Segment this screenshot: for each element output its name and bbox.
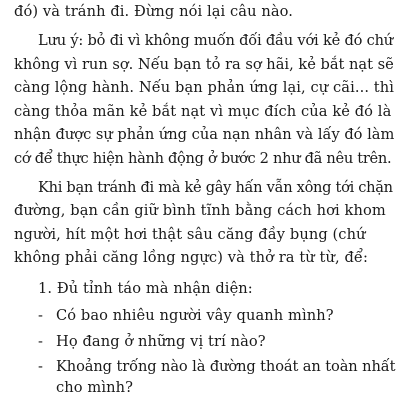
bullet-marker: - <box>38 333 44 350</box>
paragraph-line-2: đường, bạn cần giữ bình tĩnh bằng cách hơi khom <box>14 202 386 219</box>
note-line-5: nhận được sự phản ứng của nạn nhân và lấy đó làm <box>14 126 395 143</box>
bullet-text-2: Họ đang ở những vị trí nào? <box>56 333 266 350</box>
note-line-3: càng lộng hành. Nếu bạn phản ứng lại, cự cãi... thì <box>14 79 395 96</box>
top-fragment-text: đó) và tránh đi. Đừng nói lại câu nào. <box>14 3 294 20</box>
bullet-item-1 <box>38 306 334 326</box>
note-line-2: không vì run sợ. Nếu bạn tỏ ra sợ hãi, kẻ bắt nạt sẽ <box>14 56 394 73</box>
paragraph-line-1: Khi bạn tránh đi mà kẻ gây hấn vẫn xông tới chặn <box>38 179 393 196</box>
paragraph-line-3: người, hít một hơi thật sâu căng đầy bụng (chứ <box>14 226 366 243</box>
bullet-text-3: Khoảng trống nào là đường thoát an toàn nhất <box>56 358 396 375</box>
bullet-text-1: Có bao nhiêu người vây quanh mình? <box>56 307 334 324</box>
bullet-item-2 <box>38 332 266 352</box>
bullet-item-3-continuation: cho mình? <box>56 379 134 396</box>
note-line-1: Lưu ý: bỏ đi vì không muốn đối đầu với kẻ đó chứ <box>38 32 394 49</box>
note-line-4: càng thỏa mãn kẻ bắt nạt vì mục đích của kẻ đó là <box>14 103 392 120</box>
bullet-marker: - <box>38 358 43 375</box>
paragraph-line-4: không phải căng lồng ngực) và thở ra từ từ, để: <box>14 249 369 266</box>
list-heading: 1. Đủ tỉnh táo mà nhận diện: <box>38 280 253 297</box>
bullet-marker: - <box>38 307 44 324</box>
note-line-6: cớ để thực hiện hành động ở bước 2 như đã nêu trên. <box>14 150 392 167</box>
bullet-item-3 <box>38 357 395 377</box>
